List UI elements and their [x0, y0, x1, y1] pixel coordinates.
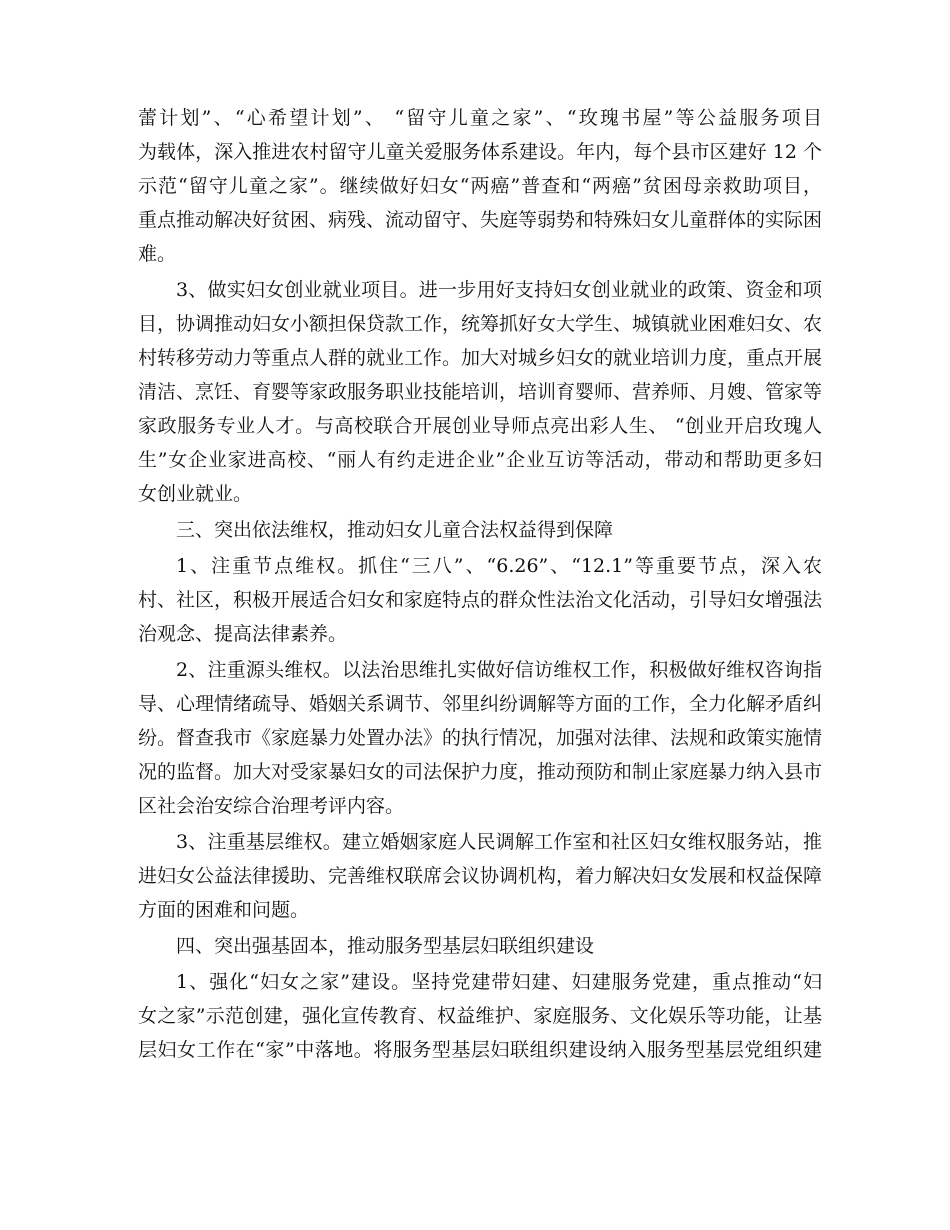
section-heading: 三、突出依法维权，推动妇女儿童合法权益得到保障 [176, 519, 614, 541]
paragraph-first-line: 2、注重源头维权。以法治思维扎实做好信访维权工作，积极做好维权咨询指 [176, 659, 822, 681]
paragraph-first-line: 3、注重基层维权。建立婚姻家庭人民调解工作室和社区妇女维权服务站，推 [176, 831, 822, 853]
text-line: 示范“留守儿童之家”。继续做好妇女“两癌”普查和“两癌”贫困母亲救助项目， [138, 175, 822, 197]
text-line: 生”女企业家进高校、“丽人有约走进企业”企业互访等活动，带动和帮助更多妇 [138, 449, 822, 471]
text-line: 清洁、烹饪、育婴等家政服务职业技能培训，培训育婴师、营养师、月嫂、管家等 [138, 381, 823, 403]
text-line: 目，协调推动妇女小额担保贷款工作，统筹抓好女大学生、城镇就业困难妇女、农 [138, 313, 823, 335]
text-line: 治观念、提高法律素养。 [138, 623, 348, 645]
text-line: 导、心理情绪疏导、婚姻关系调节、邻里纠纷调解等方面的工作，全力化解矛盾纠 [138, 693, 823, 715]
paragraph-first-line: 1、强化“妇女之家”建设。坚持党建带妇建、妇建服务党建，重点推动“妇 [176, 971, 822, 993]
text-line: 纷。督查我市《家庭暴力处置办法》的执行情况，加强对法律、法规和政策实施情 [138, 727, 823, 749]
text-line: 方面的困难和问题。 [138, 899, 310, 921]
text-line: 家政服务专业人才。与高校联合开展创业导师点亮出彩人生、 “创业开启玫瑰人 [138, 415, 822, 437]
text-line: 蕾计划”、“心希望计划”、 “留守儿童之家”、“玫瑰书屋”等公益服务项目 [138, 107, 822, 129]
text-line: 村转移劳动力等重点人群的就业工作。加大对城乡妇女的就业培训力度，重点开展 [138, 347, 823, 369]
paragraph-first-line: 3、做实妇女创业就业项目。进一步用好支持妇女创业就业的政策、资金和项 [176, 279, 822, 301]
text-line: 难。 [138, 243, 177, 265]
section-heading: 四、突出强基固本，推动服务型基层妇联组织建设 [176, 935, 595, 957]
text-line: 重点推动解决好贫困、病残、流动留守、失庭等弱势和特殊妇女儿童群体的实际困 [138, 209, 823, 231]
text-line: 女之家”示范创建，强化宣传教育、权益维护、家庭服务、文化娱乐等功能，让基 [138, 1005, 822, 1027]
text-line: 进妇女公益法律援助、完善维权联席会议协调机构，着力解决妇女发展和权益保障 [138, 865, 823, 887]
paragraph-first-line: 1、注重节点维权。抓住“三八”、“6.26”、“12.1”等重要节点，深入农 [176, 555, 822, 577]
text-line: 层妇女工作在“家”中落地。将服务型基层妇联组织建设纳入服务型基层党组织建 [138, 1039, 822, 1061]
text-line: 村、社区，积极开展适合妇女和家庭特点的群众性法治文化活动，引导妇女增强法 [138, 589, 823, 611]
text-line: 况的监督。加大对受家暴妇女的司法保护力度，推动预防和制止家庭暴力纳入县市 [138, 761, 823, 783]
text-line: 女创业就业。 [138, 483, 253, 505]
text-line: 为载体，深入推进农村留守儿童关爱服务体系建设。年内，每个县市区建好 12 个 [138, 141, 822, 163]
text-line: 区社会治安综合治理考评内容。 [138, 795, 405, 817]
